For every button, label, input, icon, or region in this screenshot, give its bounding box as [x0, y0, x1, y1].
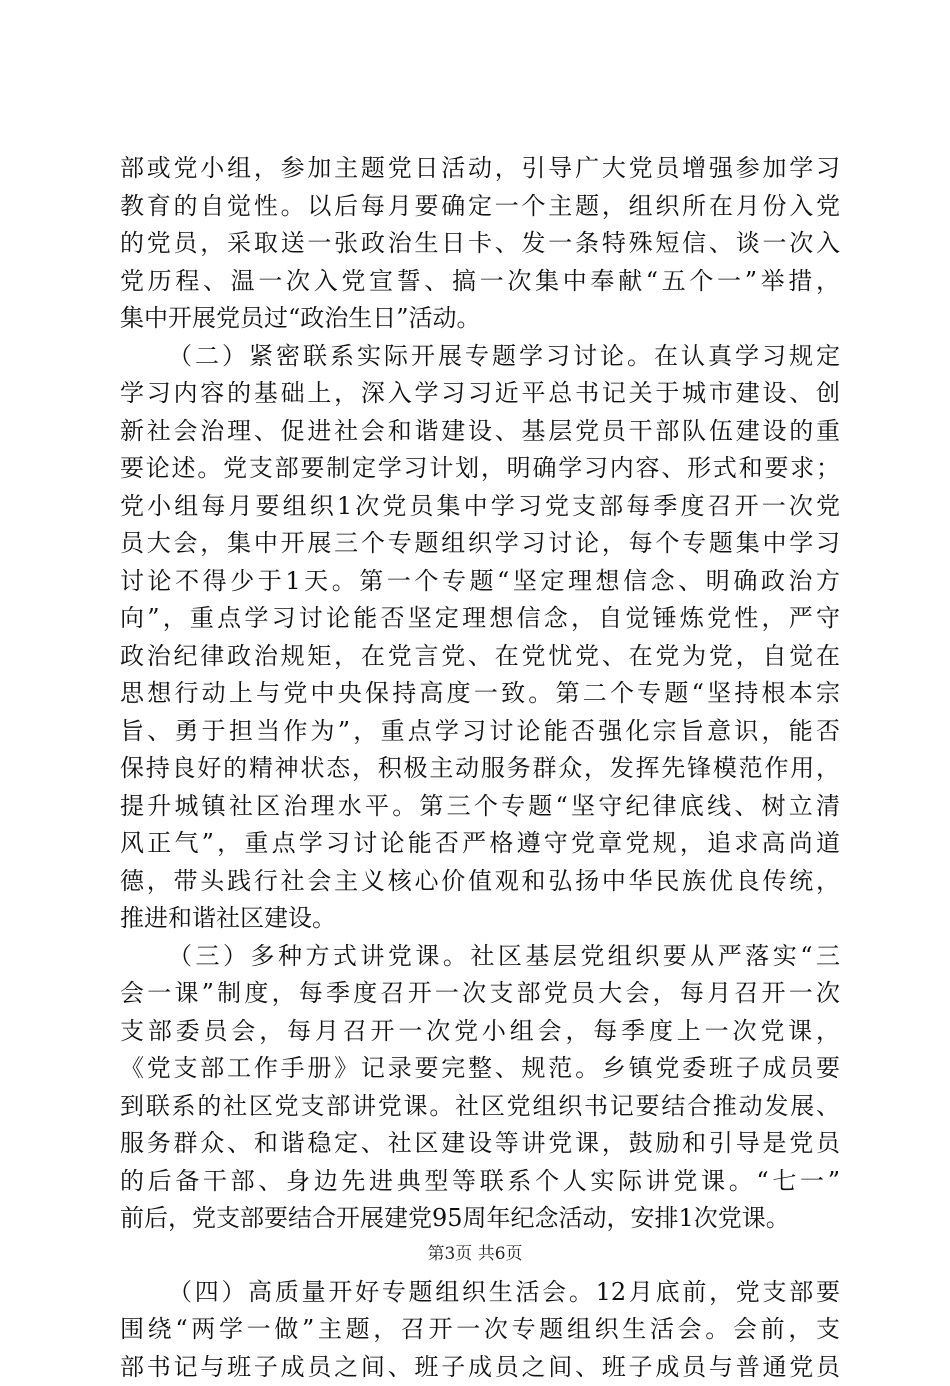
text-line: 到联系的社区党支部讲党课。社区党组织书记要结合推动发展、	[120, 1088, 840, 1126]
text-line: 政治纪律政治规矩，在党言党、在党忧党、在党为党，自觉在	[120, 638, 840, 676]
text-line: 的后备干部、身边先进典型等联系个人实际讲党课。“七一”	[120, 1163, 840, 1201]
text-line: 新社会治理、促进社会和谐建设、基层党员干部队伍建设的重	[120, 413, 840, 451]
text-line: （二）紧密联系实际开展专题学习讨论。在认真学习规定	[120, 338, 840, 376]
text-line: 部书记与班子成员之间、班子成员之间、班子成员与普通党员	[120, 1349, 840, 1386]
text-line: 部或党小组，参加主题党日活动，引导广大党员增强参加学习	[120, 150, 840, 188]
text-line: 风正气”，重点学习讨论能否严格遵守党章党规，追求高尚道	[120, 825, 840, 863]
text-line: 党小组每月要组织1次党员集中学习党支部每季度召开一次党	[120, 488, 840, 526]
text-line: 旨、勇于担当作为”，重点学习讨论能否强化宗旨意识，能否	[120, 713, 840, 751]
text-line: 前后，党支部要结合开展建党95周年纪念活动，安排1次党课。	[120, 1200, 840, 1238]
paragraph-group	[120, 1274, 840, 1386]
text-line: 会一课”制度，每季度召开一次支部党员大会，每月召开一次	[120, 975, 840, 1013]
text-line: 学习内容的基础上，深入学习习近平总书记关于城市建设、创	[120, 375, 840, 413]
text-line: 的党员，采取送一张政治生日卡、发一条特殊短信、谈一次入	[120, 225, 840, 263]
text-line: 要论述。党支部要制定学习计划，明确学习内容、形式和要求；	[120, 450, 840, 488]
text-line: 教育的自觉性。以后每月要确定一个主题，组织所在月份入党	[120, 188, 840, 226]
paragraph-group	[120, 150, 840, 1238]
text-line: 提升城镇社区治理水平。第三个专题“坚守纪律底线、树立清	[120, 788, 840, 826]
document-body	[120, 150, 840, 1386]
text-line: 德，带头践行社会主义核心价值观和弘扬中华民族优良传统，	[120, 863, 840, 901]
page-footer: 第3页 共6页	[0, 1243, 950, 1265]
text-line: 保持良好的精神状态，积极主动服务群众，发挥先锋模范作用，	[120, 750, 840, 788]
text-line: 围绕“两学一做”主题，召开一次专题组织生活会。会前，支	[120, 1311, 840, 1349]
text-line: 思想行动上与党中央保持高度一致。第二个专题“坚持根本宗	[120, 675, 840, 713]
text-line: 向”，重点学习讨论能否坚定理想信念，自觉锤炼党性，严守	[120, 600, 840, 638]
text-line: （四）高质量开好专题组织生活会。12月底前，党支部要	[120, 1274, 840, 1312]
text-line: 推进和谐社区建设。	[120, 900, 840, 938]
text-line: 党历程、温一次入党宣誓、搞一次集中奉献“五个一”举措，	[120, 263, 840, 301]
text-line: 《党支部工作手册》记录要完整、规范。乡镇党委班子成员要	[120, 1050, 840, 1088]
text-line: 讨论不得少于1天。第一个专题“坚定理想信念、明确政治方	[120, 563, 840, 601]
text-line: （三）多种方式讲党课。社区基层党组织要从严落实“三	[120, 938, 840, 976]
text-line: 集中开展党员过“政治生日”活动。	[120, 300, 840, 338]
text-line: 服务群众、和谐稳定、社区建设等讲党课，鼓励和引导是党员	[120, 1125, 840, 1163]
text-line: 支部委员会，每月召开一次党小组会，每季度上一次党课，	[120, 1013, 840, 1051]
text-line: 员大会，集中开展三个专题组织学习讨论，每个专题集中学习	[120, 525, 840, 563]
